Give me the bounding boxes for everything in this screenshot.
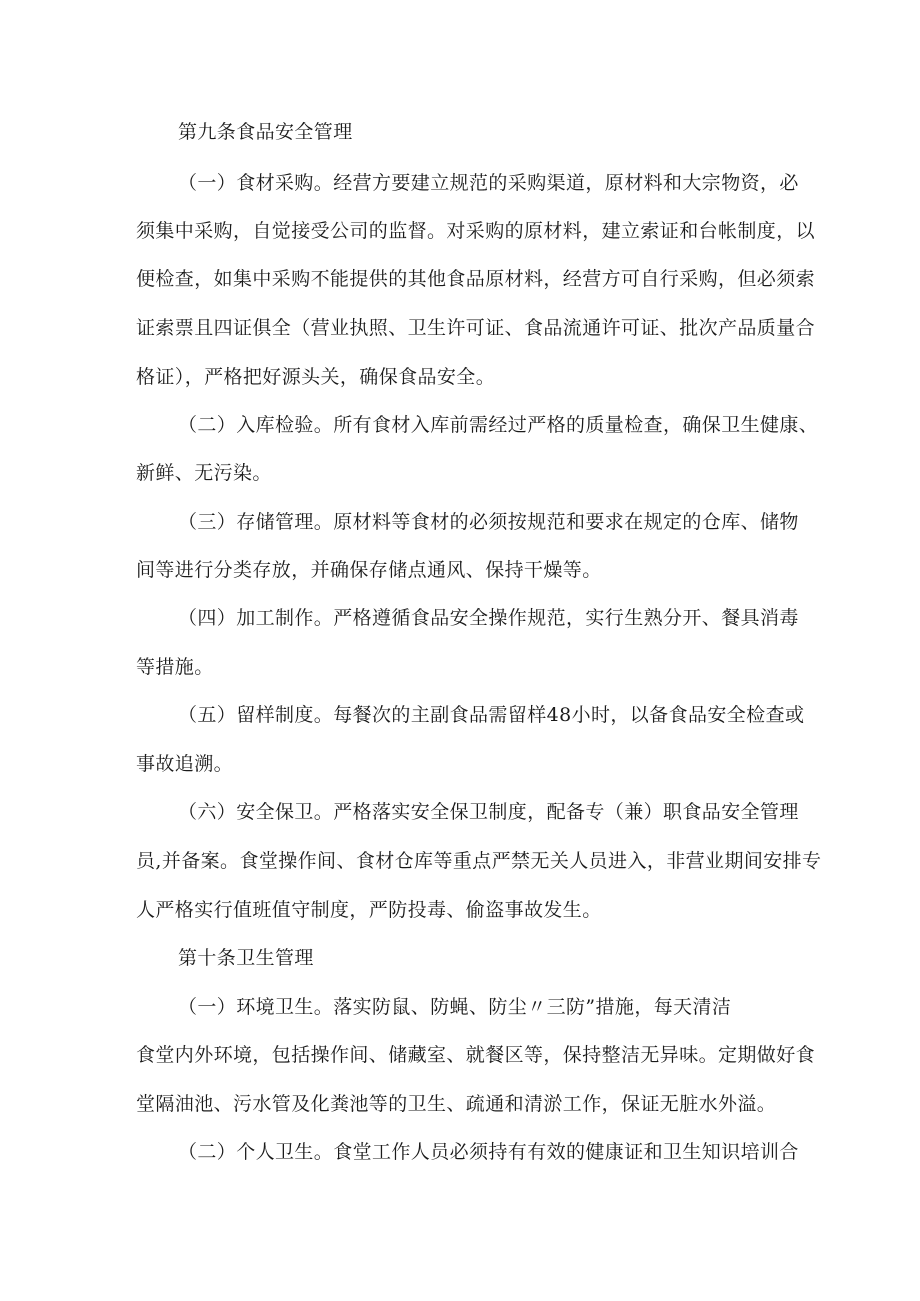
paragraph-line: （四）加工制作。严格遵循食品安全操作规范，实行生熟分开、餐具消毒	[178, 607, 799, 629]
paragraph-line: 堂隔油池、污水管及化粪池等的卫生、疏通和清淤工作，保证无脏水外溢。	[136, 1093, 777, 1115]
paragraph-line: 食堂内外环境，包括操作间、储藏室、就餐区等，保持整洁无异味。定期做好食	[136, 1044, 816, 1066]
paragraph-line: 便检查，如集中采购不能提供的其他食品原材料，经营方可自行采购，但必须索	[136, 268, 816, 290]
paragraph-line: （二）个人卫生。食堂工作人员必须持有有效的健康证和卫生知识培训合	[178, 1141, 799, 1163]
paragraph-line: （六）安全保卫。严格落实安全保卫制度，配备专（兼）职食品安全管理	[178, 801, 799, 823]
paragraph-line: 新鲜、无污染。	[136, 462, 272, 484]
paragraph-line: 事故追溯。	[136, 753, 234, 775]
paragraph-line: （一）环境卫生。落实防鼠、防蝇、防尘〃三防”措施，每天清洁	[178, 996, 732, 1018]
paragraph-line: （一）食材采购。经营方要建立规范的采购渠道，原材料和大宗物资，必	[178, 172, 799, 194]
paragraph-line: 员,并备案。食堂操作间、食材仓库等重点严禁无关人员进入，非营业期间安排专	[136, 850, 822, 872]
paragraph-line: 间等进行分类存放，并确保存储点通风、保持干燥等。	[136, 559, 602, 581]
paragraph-line: （三）存储管理。原材料等食材的必须按规范和要求在规定的仓库、储物	[178, 511, 799, 533]
section-heading-9: 第九条食品安全管理	[178, 121, 353, 143]
paragraph-line: 格证），严格把好源头关，确保食品安全。	[136, 366, 496, 388]
paragraph-line: （五）留样制度。每餐次的主副食品需留样48小时，以备食品安全检查或	[178, 704, 805, 726]
paragraph-line: 人严格实行值班值守制度，严防投毒、偷盗事故发生。	[136, 899, 602, 921]
section-heading-10: 第十条卫生管理	[178, 947, 314, 969]
paragraph-line: 证索票且四证俱全（营业执照、卫生许可证、食品流通许可证、批次产品质量合	[136, 317, 816, 339]
paragraph-line: 须集中采购，自觉接受公司的监督。对采购的原材料，建立索证和台帐制度，以	[136, 220, 816, 242]
paragraph-line: 等措施。	[136, 656, 214, 678]
paragraph-line: （二）入库检验。所有食材入库前需经过严格的质量检查，确保卫生健康、	[178, 414, 819, 436]
